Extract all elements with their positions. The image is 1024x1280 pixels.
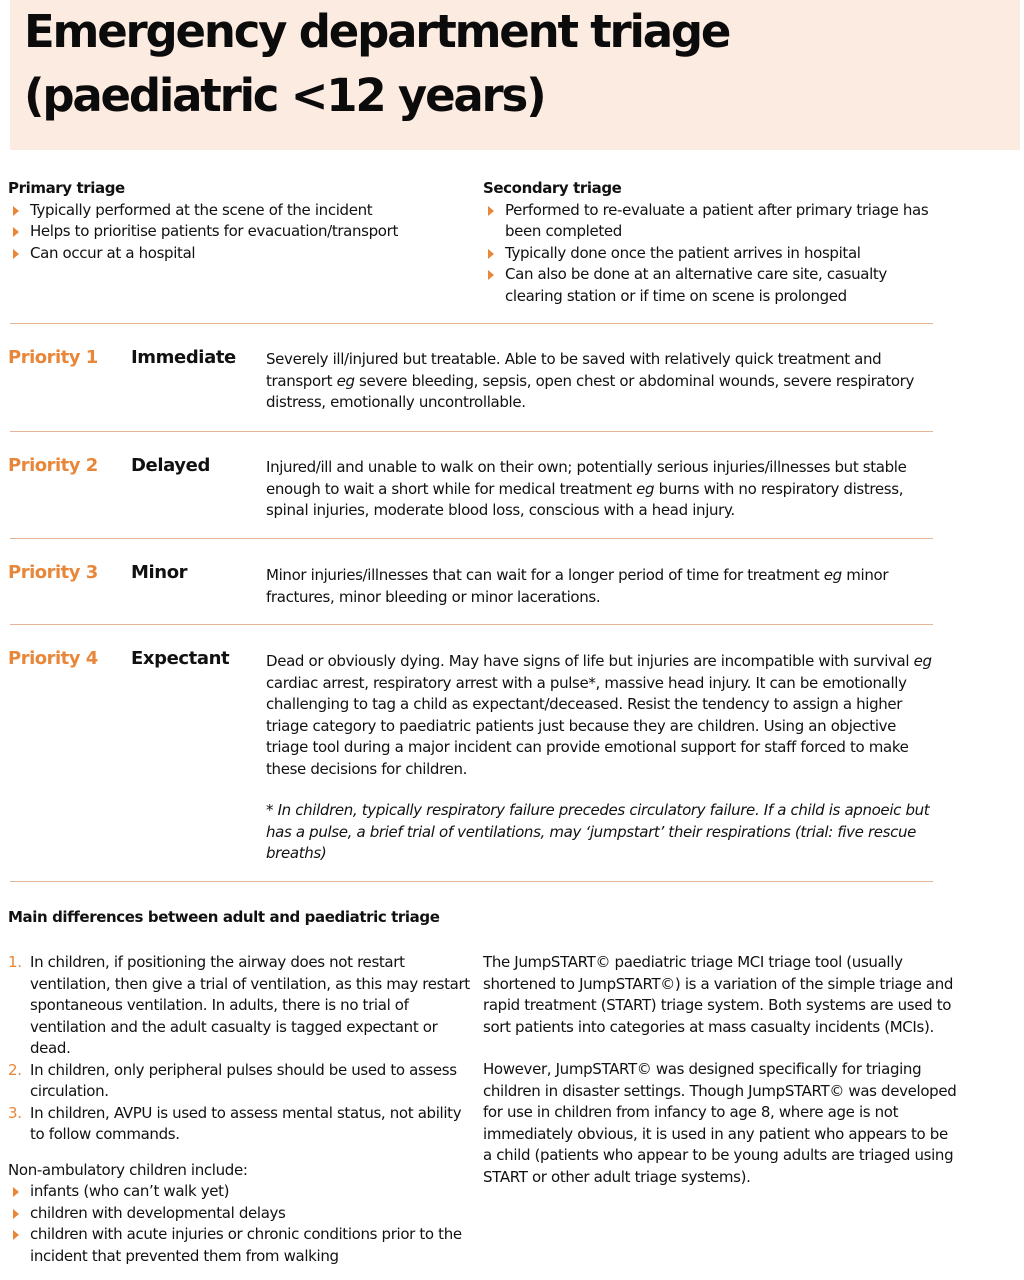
- bullet-triangle-icon: [488, 206, 494, 216]
- primary-triage-section: [8, 178, 468, 264]
- non-ambulatory-list: [8, 1181, 470, 1267]
- primary-triage-list: [8, 200, 468, 265]
- differences-heading: Main differences between adult and paediatric triage: [8, 908, 440, 926]
- list-item: children with acute injuries or chronic conditions prior to the incident that prevented them from walking: [8, 1224, 470, 1267]
- priority-1-description: Severely ill/injured but treatable. Able to be saved with relatively quick treatment and transport eg severe bleeding, sepsis, open chest or abdominal wounds, severe respiratory distress, emotionally uncontrollable.: [266, 350, 915, 411]
- list-item: Typically done once the patient arrives in hospital: [483, 243, 948, 265]
- non-ambulatory-intro: Non-ambulatory children include:: [8, 1160, 248, 1179]
- bullet-triangle-icon: [13, 206, 19, 216]
- list-item: 1. In children, if positioning the airway does not restart ventilation, then give a trial of ventilation, as this may restart spontaneous ventilation. In adults, there is no trial of ventilation and the adult casualty is tagged expectant or dead.: [8, 953, 470, 1057]
- bullet-triangle-icon: [13, 1187, 19, 1197]
- jumpstart-paragraph-2: However, JumpSTART© was designed specifically for triaging children in disaster settings. Though JumpSTART© was developed for use in children from infancy to age 8, where age is not immediately obvious, it is used in any patient who appears to be a child (patients who appear to be young adults are triaged using START or other adult triage systems).: [483, 1060, 957, 1186]
- jumpstart-paragraph-1: The JumpSTART© paediatric triage MCI triage tool (usually shortened to JumpSTART©) is a variation of the simple triage and rapid treatment (START) triage system. Both systems are used to sort patients into categories at mass casualty incidents (MCIs).: [483, 953, 954, 1036]
- bullet-triangle-icon: [13, 249, 19, 259]
- bullet-triangle-icon: [488, 270, 494, 280]
- list-item: Performed to re-evaluate a patient after primary triage has been completed: [483, 200, 948, 243]
- priority-3-label: Priority 3: [8, 562, 98, 583]
- list-item: infants (who can’t walk yet): [8, 1181, 470, 1203]
- priority-4-description: Dead or obviously dying. May have signs of life but injuries are incompatible with survival eg cardiac arrest, respiratory arrest with a pulse*, massive head injury. It can be emotionally challenging to tag a child as expectant/deceased. Resist the tendency to assign a higher triage category to paediatric patients just because they are children. Using an objective triage tool during a major incident can provide emotional support for staff forced to make these decisions for children.: [266, 652, 932, 778]
- list-item: 2. In children, only peripheral pulses should be used to assess circulation.: [8, 1060, 457, 1100]
- divider: [10, 624, 933, 625]
- priority-2-name: Delayed: [131, 455, 210, 476]
- page-title-line-1: Emergency department triage: [24, 5, 730, 58]
- differences-numbered-list: [8, 952, 470, 1146]
- differences-right-column: [483, 952, 961, 1188]
- list-item: Can occur at a hospital: [8, 243, 468, 265]
- differences-left-column: [8, 952, 470, 1267]
- divider: [10, 431, 933, 432]
- priority-4-name: Expectant: [131, 648, 230, 669]
- list-item: children with developmental delays: [8, 1203, 470, 1225]
- priority-3-description: Minor injuries/illnesses that can wait for a longer period of time for treatment eg minor fractures, minor bleeding or minor lacerations.: [266, 566, 889, 606]
- bullet-triangle-icon: [13, 1230, 19, 1240]
- page-title-line-2: (paediatric <12 years): [24, 69, 545, 122]
- page-title: [24, 0, 729, 128]
- priority-2-label: Priority 2: [8, 455, 98, 476]
- primary-triage-heading: Primary triage: [8, 179, 125, 197]
- secondary-triage-list: [483, 200, 948, 308]
- divider: [10, 881, 933, 882]
- bullet-triangle-icon: [13, 1209, 19, 1219]
- list-item: Helps to prioritise patients for evacuation/transport: [8, 221, 468, 243]
- secondary-triage-heading: Secondary triage: [483, 179, 622, 197]
- divider: [10, 538, 933, 539]
- bullet-triangle-icon: [13, 227, 19, 237]
- list-item: 3. In children, AVPU is used to assess mental status, not ability to follow commands.: [8, 1103, 462, 1143]
- list-item: Typically performed at the scene of the incident: [8, 200, 468, 222]
- priority-3-name: Minor: [131, 562, 188, 583]
- secondary-triage-section: [483, 178, 948, 307]
- priority-4-label: Priority 4: [8, 648, 98, 669]
- priority-1-name: Immediate: [131, 347, 236, 368]
- priority-2-description: Injured/ill and unable to walk on their own; potentially serious injuries/illnesses but stable enough to wait a short while for medical treatment eg burns with no respiratory distress, spinal injuries, moderate blood loss, conscious with a head injury.: [266, 458, 907, 519]
- divider: [10, 323, 933, 324]
- priority-1-label: Priority 1: [8, 347, 98, 368]
- priority-4-footnote: * In children, typically respiratory failure precedes circulatory failure. If a child is apnoeic but has a pulse, a brief trial of ventilations, may ‘jumpstart’ their respirations (trial: five rescue breaths): [266, 801, 930, 862]
- list-item: Can also be done at an alternative care site, casualty clearing station or if time on scene is prolonged: [483, 264, 948, 307]
- bullet-triangle-icon: [488, 249, 494, 259]
